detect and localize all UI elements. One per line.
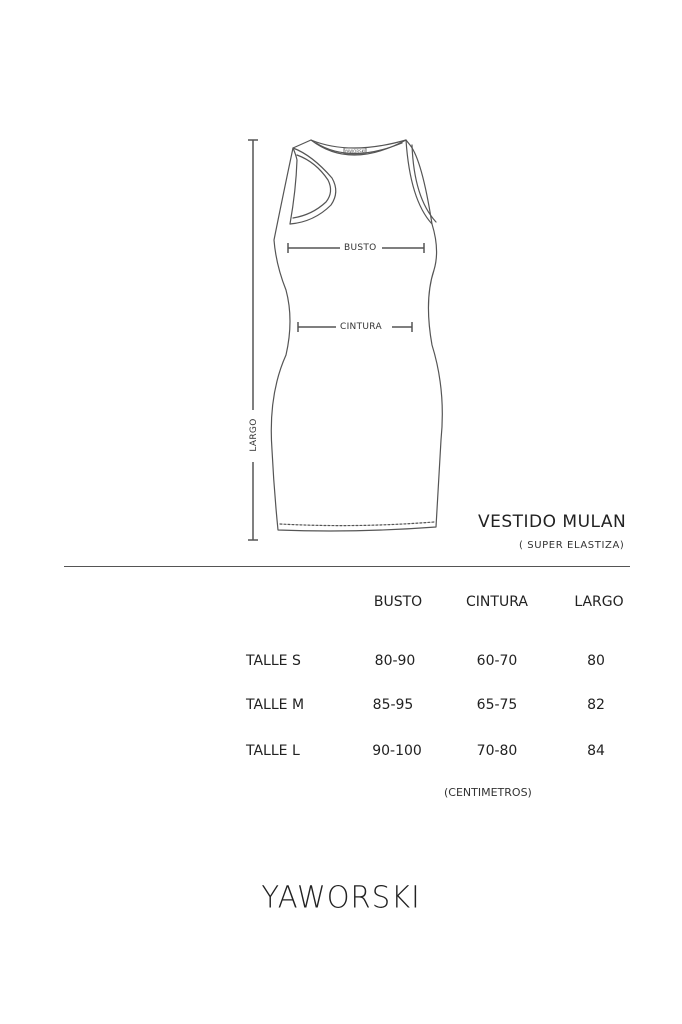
header-largo: LARGO	[574, 594, 624, 610]
cell-largo: 84	[587, 743, 605, 759]
row-label: TALLE L	[246, 743, 300, 759]
brand-logo	[0, 880, 682, 914]
brand-name: YAWORSKI	[261, 879, 421, 915]
cell-busto: 80-90	[374, 653, 416, 669]
cell-cintura: 60-70	[476, 653, 518, 669]
header-cintura: CINTURA	[466, 594, 528, 610]
product-title: VESTIDO MULAN	[478, 512, 627, 532]
largo-measure-line	[248, 140, 258, 540]
row-label: TALLE S	[246, 653, 301, 669]
row-label: TALLE M	[246, 697, 305, 713]
cell-largo: 82	[587, 697, 605, 713]
cell-cintura: 70-80	[476, 743, 518, 759]
header-busto: BUSTO	[373, 594, 423, 610]
cell-cintura: 65-75	[476, 697, 518, 713]
cell-busto: 90-100	[372, 743, 422, 759]
units-note: (CENTIMETROS)	[444, 786, 532, 799]
cell-largo: 80	[587, 653, 605, 669]
dress-tag-text: YAWORSKI	[344, 149, 366, 154]
product-subtitle: ( SUPER ELASTIZA)	[519, 540, 625, 551]
cell-busto: 85-95	[372, 697, 414, 713]
divider-line	[64, 566, 630, 567]
busto-label: BUSTO	[344, 243, 377, 253]
cintura-label: CINTURA	[340, 322, 382, 332]
largo-label: LARGO	[249, 418, 259, 452]
